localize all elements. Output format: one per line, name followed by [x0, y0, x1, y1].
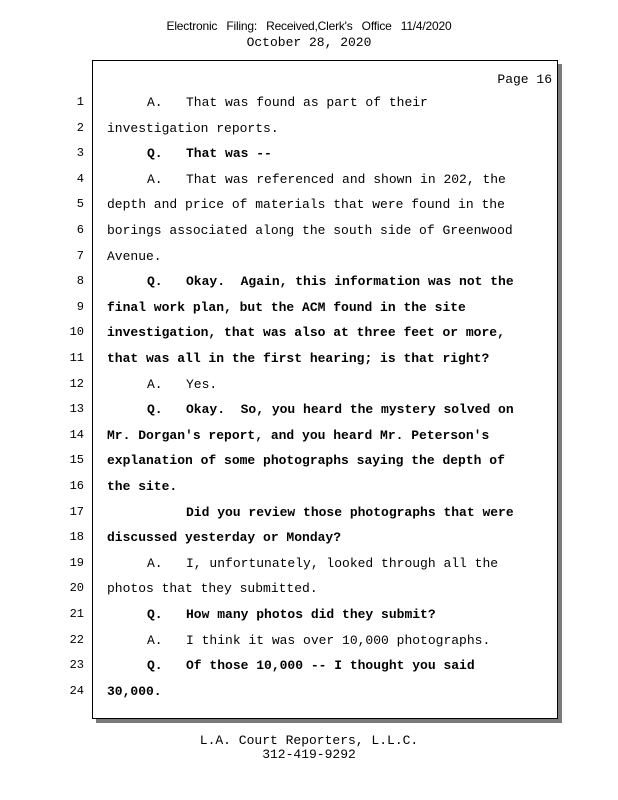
- line-number: 24: [69, 683, 84, 698]
- transcript-line: [0, 474, 618, 499]
- reporter-company: L.A. Court Reporters, L.L.C.: [199, 733, 419, 748]
- line-text: final work plan, but the ACM found in the site: [107, 299, 466, 315]
- transcript-line: [0, 90, 618, 115]
- line-text: investigation, that was also at three feet or more,: [107, 325, 505, 341]
- line-text: Did you review those photographs that were: [186, 504, 514, 520]
- line-number: 3: [76, 146, 84, 161]
- line-number: 20: [69, 581, 84, 596]
- transcript-line: [0, 448, 618, 473]
- line-number: 5: [76, 197, 84, 212]
- filing-stamp: Electronic Filing: Received,Clerk's Office 11/4/2020: [166, 19, 452, 33]
- transcript-line: [0, 141, 618, 166]
- line-number: 9: [76, 299, 84, 314]
- transcript-line: [0, 192, 618, 217]
- transcript-line: [0, 551, 618, 576]
- line-number: 17: [69, 504, 84, 519]
- line-text: discussed yesterday or Monday?: [107, 530, 342, 546]
- line-number: 13: [69, 402, 84, 417]
- line-text: investigation reports.: [107, 120, 279, 136]
- line-number: 10: [69, 325, 84, 340]
- line-text: depth and price of materials that were found in the: [107, 197, 505, 213]
- transcript-line: [0, 525, 618, 550]
- transcript-line: [0, 116, 618, 141]
- line-number: 15: [69, 453, 84, 468]
- line-text: Q. Of those 10,000 -- I thought you said: [147, 658, 475, 674]
- transcript-line: [0, 372, 618, 397]
- line-text: Mr. Dorgan's report, and you heard Mr. Peterson's: [107, 427, 490, 443]
- line-number: 4: [76, 171, 84, 186]
- line-text: A. Yes.: [147, 376, 218, 392]
- line-text: Q. That was --: [147, 146, 272, 162]
- deposition-date: October 28, 2020: [246, 35, 372, 50]
- line-text: explanation of some photographs saying the depth of: [107, 453, 505, 469]
- transcript-line: [0, 397, 618, 422]
- line-text: A. I, unfortunately, looked through all the: [147, 555, 499, 571]
- line-number: 1: [76, 95, 84, 109]
- transcript-line: [0, 628, 618, 653]
- line-number: 11: [69, 351, 84, 365]
- line-text: Q. Okay. Again, this information was not the: [147, 274, 514, 290]
- transcript-line: [0, 218, 618, 243]
- line-number: 12: [69, 376, 84, 391]
- transcript-line: [0, 500, 618, 525]
- line-number: 6: [76, 223, 84, 237]
- line-number: 14: [69, 427, 84, 442]
- line-text: that was all in the first hearing; is that right?: [107, 351, 490, 366]
- line-text: the site.: [107, 479, 178, 494]
- transcript-line: [0, 679, 618, 704]
- line-text: borings associated along the south side of Greenwood: [107, 223, 513, 238]
- line-number: 18: [69, 530, 84, 545]
- transcript-line: [0, 320, 618, 345]
- transcript-line: [0, 602, 618, 627]
- transcript-line: [0, 269, 618, 294]
- line-text: Q. Okay. So, you heard the mystery solved on: [147, 402, 514, 418]
- line-text: Avenue.: [107, 248, 162, 264]
- line-number: 16: [69, 479, 84, 493]
- line-number: 7: [76, 248, 84, 263]
- line-text: 30,000.: [107, 683, 162, 699]
- transcript-line: [0, 423, 618, 448]
- transcript-line: [0, 653, 618, 678]
- transcript-line: [0, 576, 618, 601]
- line-number: 21: [69, 607, 84, 621]
- line-number: 23: [69, 658, 84, 673]
- transcript-line: [0, 167, 618, 192]
- line-text: A. That was found as part of their: [147, 95, 428, 110]
- line-text: Q. How many photos did they submit?: [147, 607, 436, 622]
- transcript-line: [0, 346, 618, 371]
- line-number: 22: [69, 632, 84, 647]
- transcript-line: [0, 295, 618, 320]
- line-text: photos that they submitted.: [107, 581, 318, 597]
- reporter-phone: 312-419-9292: [262, 747, 356, 762]
- transcript-line: [0, 244, 618, 269]
- line-number: 8: [76, 274, 84, 289]
- line-number: 19: [69, 555, 84, 570]
- line-number: 2: [76, 120, 84, 135]
- page-number: Page 16: [497, 72, 552, 87]
- line-text: A. I think it was over 10,000 photographs.: [147, 632, 491, 648]
- line-text: A. That was referenced and shown in 202, the: [147, 171, 506, 187]
